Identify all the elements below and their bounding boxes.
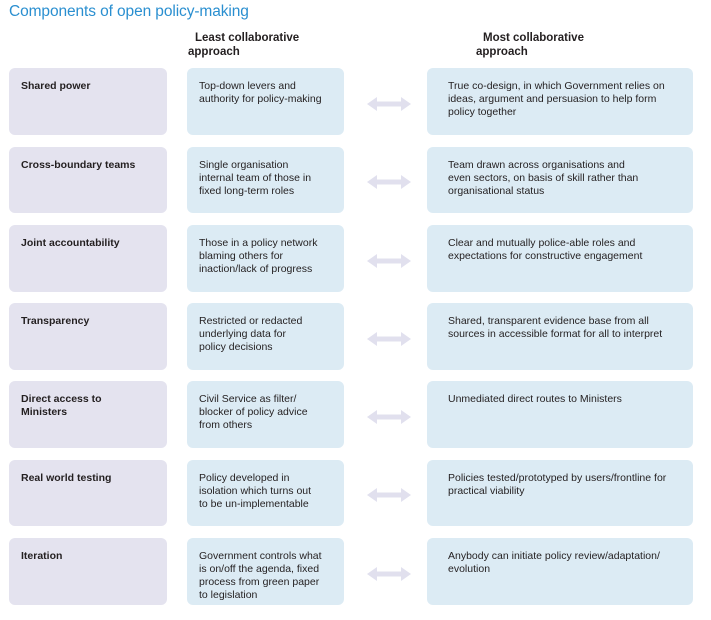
most-collaborative-box-text: Shared, transparent evidence base from all sources in accessible format for all to interpret bbox=[448, 315, 663, 340]
least-collaborative-box bbox=[187, 68, 344, 135]
most-collaborative-box-text: Policies tested/prototyped by users/frontline for practical viability bbox=[448, 472, 667, 497]
most-collaborative-box-text: Clear and mutually police-able roles and expectations for constructive engagement bbox=[448, 237, 643, 262]
least-collaborative-box-text: Top-down levers and authority for policy-making bbox=[199, 80, 322, 105]
component-label-box-text: Real world testing bbox=[21, 472, 112, 484]
least-collaborative-box-text: Those in a policy network blaming others for inaction/lack of progress bbox=[199, 237, 318, 275]
least-collaborative-header bbox=[188, 31, 348, 59]
most-collaborative-box bbox=[427, 460, 693, 526]
component-label-box-text: Cross-boundary teams bbox=[21, 159, 136, 171]
least-collaborative-box bbox=[187, 460, 344, 526]
most-collaborative-box bbox=[427, 303, 693, 370]
double-headed-arrow-icon bbox=[366, 408, 412, 426]
least-collaborative-box bbox=[187, 381, 344, 448]
component-label-box-text: Shared power bbox=[21, 80, 91, 92]
most-collaborative-box bbox=[427, 225, 693, 292]
component-label-box-text: Joint accountability bbox=[21, 237, 120, 249]
most-collaborative-box-text: Anybody can initiate policy review/adaptation/ evolution bbox=[448, 550, 660, 575]
most-collaborative-box-text: Team drawn across organisations and even sectors, on basis of skill rather than organisational status bbox=[448, 159, 639, 197]
component-label-box bbox=[9, 225, 167, 292]
least-collaborative-box bbox=[187, 147, 344, 213]
least-collaborative-box-text: Government controls what is on/off the agenda, fixed process from green paper to legislation bbox=[199, 550, 322, 601]
diagram-title: Components of open policy-making bbox=[9, 3, 249, 20]
least-collaborative-box bbox=[187, 303, 344, 370]
double-headed-arrow-icon bbox=[366, 95, 412, 113]
least-header-line-2: approach bbox=[188, 46, 240, 58]
component-label-box bbox=[9, 381, 167, 448]
double-headed-arrow-icon bbox=[366, 330, 412, 348]
component-label-box bbox=[9, 538, 167, 605]
most-header-line-1: Most collaborative bbox=[483, 32, 584, 44]
most-collaborative-box bbox=[427, 147, 693, 213]
least-collaborative-box bbox=[187, 538, 344, 605]
least-collaborative-box-text: Civil Service as filter/ blocker of policy advice from others bbox=[199, 393, 308, 431]
most-collaborative-header bbox=[476, 31, 676, 59]
least-collaborative-box-text: Restricted or redacted underlying data for policy decisions bbox=[199, 315, 303, 353]
most-collaborative-box-text: True co-design, in which Government relies on ideas, argument and persuasion to help form policy together bbox=[448, 80, 665, 118]
least-collaborative-box-text: Single organisation internal team of those in fixed long-term roles bbox=[199, 159, 312, 197]
most-header-line-2: approach bbox=[476, 46, 528, 58]
double-headed-arrow-icon bbox=[366, 486, 412, 504]
component-label-box bbox=[9, 460, 167, 526]
most-collaborative-box bbox=[427, 538, 693, 605]
component-label-box bbox=[9, 147, 167, 213]
most-collaborative-box-text: Unmediated direct routes to Ministers bbox=[448, 393, 622, 405]
most-collaborative-box bbox=[427, 381, 693, 448]
double-headed-arrow-icon bbox=[366, 173, 412, 191]
component-label-box-text: Iteration bbox=[21, 550, 63, 562]
double-headed-arrow-icon bbox=[366, 252, 412, 270]
component-label-box bbox=[9, 303, 167, 370]
double-headed-arrow-icon bbox=[366, 565, 412, 583]
least-header-line-1: Least collaborative bbox=[195, 32, 300, 44]
least-collaborative-box-text: Policy developed in isolation which turns out to be un-implementable bbox=[199, 472, 312, 510]
component-label-box-text: Direct access to Ministers bbox=[21, 393, 102, 418]
least-collaborative-box bbox=[187, 225, 344, 292]
most-collaborative-box bbox=[427, 68, 693, 135]
component-label-box-text: Transparency bbox=[21, 315, 90, 327]
component-label-box bbox=[9, 68, 167, 135]
